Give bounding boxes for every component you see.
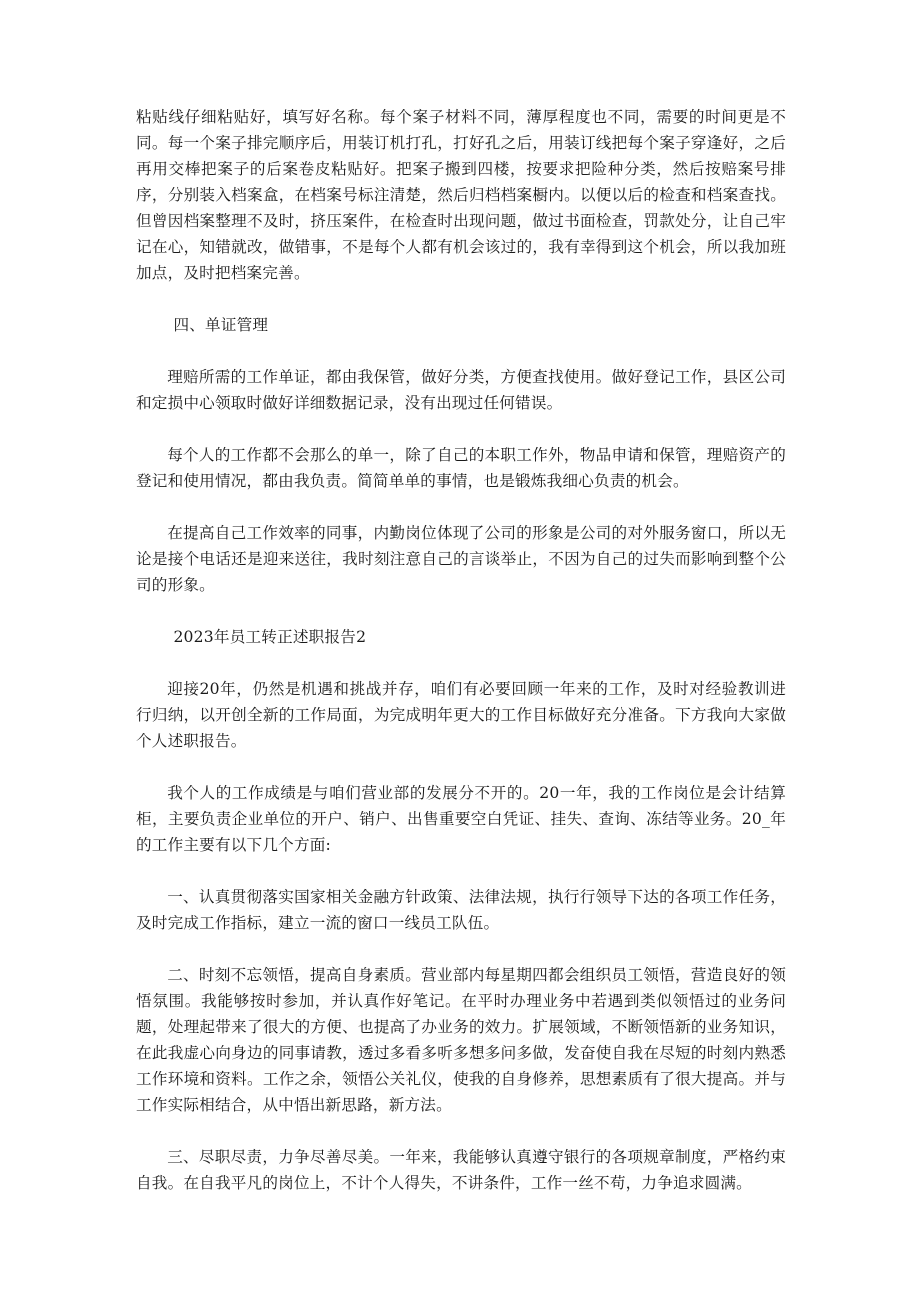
paragraph-other-duties: 每个人的工作都不会那么的单一，除了自己的本职工作外，物品申请和保管，理赔资产的登记和使用情况，都由我负责。简简单单的事情，也是锻炼我细心负责的机会。 — [136, 446, 786, 490]
section-heading-document-management: 四、单证管理 — [173, 316, 269, 334]
paragraph-report-intro: 迎接20年，仍然是机遇和挑战并存，咱们有必要回顾一年来的工作，及时对经验教训进行归纳，以开创全新的工作局面，为完成明年更大的工作目标做好充分准备。下方我向大家做个人述职报告。 — [136, 680, 786, 750]
paragraph-document-custody: 理赔所需的工作单证，都由我保管，做好分类，方便查找使用。做好登记工作，县区公司和定损中心领取时做好详细数据记录，没有出现过任何错误。 — [136, 368, 786, 412]
paragraph-job-position: 我个人的工作成绩是与咱们营业部的发展分不开的。20一年，我的工作岗位是会计结算柜，主要负责企业单位的开户、销户、出售重要空白凭证、挂失、查询、冻结等业务。20_年的工作主要有以下几个方面: — [136, 784, 786, 854]
paragraph-company-image: 在提高自己工作效率的同事，内勤岗位体现了公司的形象是公司的对外服务窗口，所以无论是接个电话还是迎来送往，我时刻注意自己的言谈举止，不因为自己的过失而影响到整个公司的形象。 — [136, 524, 786, 594]
document-page — [136, 104, 786, 1222]
paragraph-archive-filing: 粘贴线仔细粘贴好，填写好名称。每个案子材料不同，薄厚程度也不同，需要的时间更是不同。每一个案子排完顺序后，用装订机打孔，打好孔之后，用装订线把每个案子穿逢好，之后再用交棒把案子的后案卷皮粘贴好。把案子搬到四楼，按要求把险种分类，然后按赔案号排序，分别装入档案盒，在档案号标注清楚，然后归档档案橱内。以便以后的检查和档案查找。但曾因档案整理不及时，挤压案件，在检查时出现问题，做过书面检查，罚款处分，让自己牢记在心，知错就改，做错事，不是每个人都有机会该过的，我有幸得到这个机会，所以我加班加点，及时把档案完善。 — [136, 108, 786, 282]
report-title-2: 2023年员工转正述职报告2 — [173, 628, 367, 646]
paragraph-point-one: 一、认真贯彻落实国家相关金融方针政策、法律法规，执行行领导下达的各项工作任务，及时完成工作指标，建立一流的窗口一线员工队伍。 — [136, 888, 786, 932]
paragraph-point-two: 二、时刻不忘领悟，提高自身素质。营业部内每星期四都会组织员工领悟，营造良好的领悟氛围。我能够按时参加，并认真作好笔记。在平时办理业务中若遇到类似领悟过的业务问题，处理起带来了很大的方便、也提高了办业务的效力。扩展领域，不断领悟新的业务知识，在此我虚心向身边的同事请教，透过多看多听多想多问多做，发奋使自我在尽短的时刻内熟悉工作环境和资料。工作之余，领悟公关礼仪，使我的自身修养，思想素质有了很大提高。并与工作实际相结合，从中悟出新思路，新方法。 — [136, 966, 786, 1114]
paragraph-point-three: 三、尽职尽责，力争尽善尽美。一年来，我能够认真遵守银行的各项规章制度，严格约束自我。在自我平凡的岗位上，不计个人得失，不讲条件，工作一丝不苟，力争追求圆满。 — [136, 1148, 786, 1192]
